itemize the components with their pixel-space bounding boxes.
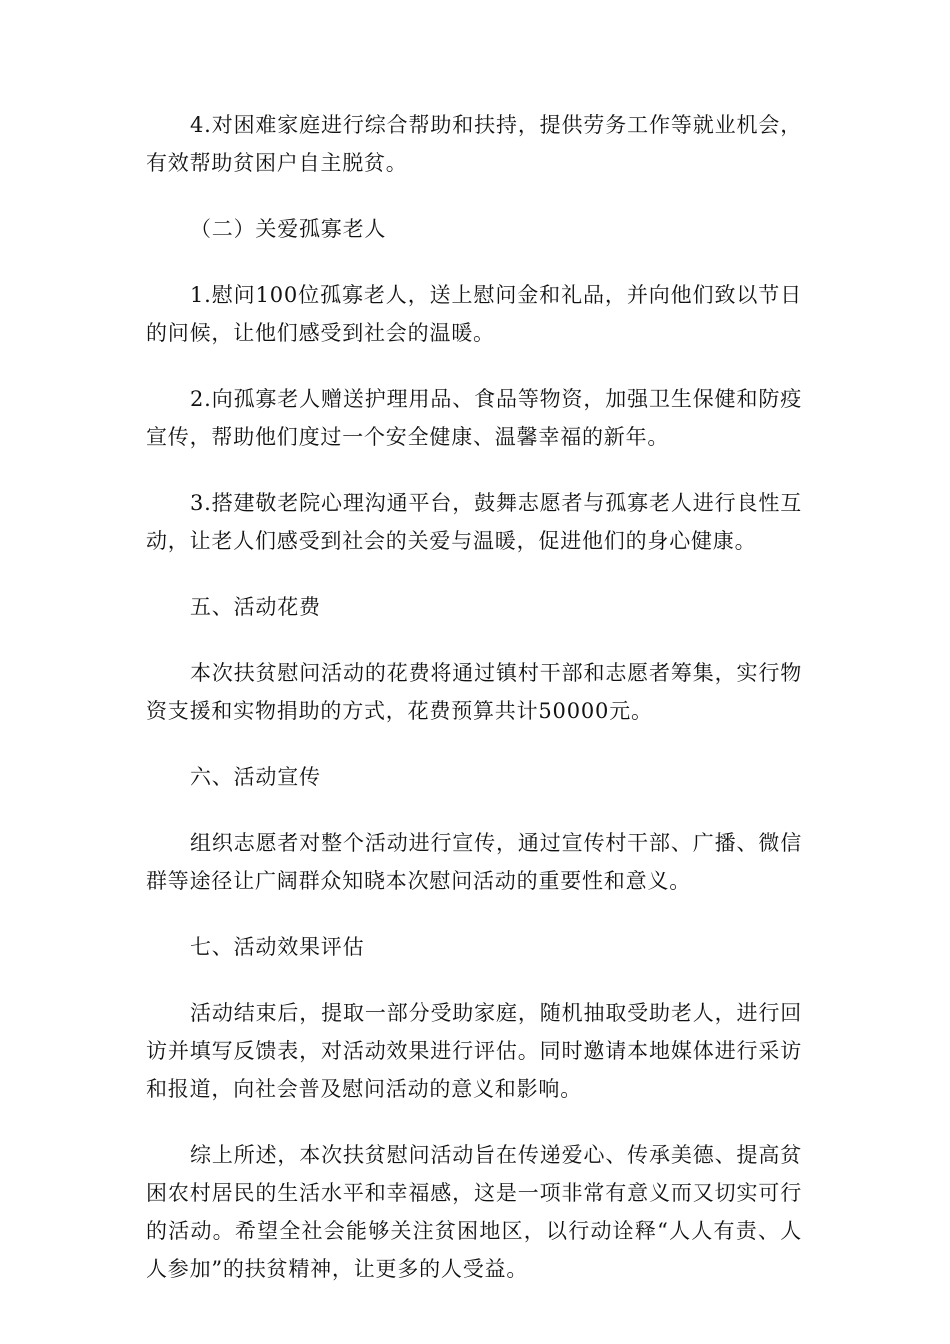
section-heading-publicity: 六、活动宣传: [190, 765, 321, 789]
document-body: [146, 106, 802, 1316]
section-heading-care-elderly: （二）关爱孤寡老人: [190, 217, 387, 241]
paragraph-conclusion: 综上所述，本次扶贫慰问活动旨在传递爱心、传承美德、提高贫困农村居民的生活水平和幸福感，这是一项非常有意义而又切实可行的活动。希望全社会能够关注贫困地区，以行动诠释“人人有责、人人参加”的扶贫精神，让更多的人受益。: [146, 1143, 802, 1281]
section-heading-evaluation: 七、活动效果评估: [190, 935, 365, 959]
paragraph-cost: 本次扶贫慰问活动的花费将通过镇村干部和志愿者筹集，实行物资支援和实物捐助的方式，花费预算共计50000元。: [146, 661, 802, 723]
paragraph-item-1-visit-elderly: 1.慰问100位孤寡老人，送上慰问金和礼品，并向他们致以节日的问候，让他们感受到社会的温暖。: [146, 283, 802, 345]
paragraph-publicity: 组织志愿者对整个活动进行宣传，通过宣传村干部、广播、微信群等途径让广阔群众知晓本次慰问活动的重要性和意义。: [146, 831, 802, 893]
paragraph-item-2-supplies: 2.向孤寡老人赠送护理用品、食品等物资，加强卫生保健和防疫宣传，帮助他们度过一个安全健康、温馨幸福的新年。: [146, 387, 802, 449]
section-heading-cost: 五、活动花费: [190, 595, 321, 619]
paragraph-item-4-employment: 4.对困难家庭进行综合帮助和扶持，提供劳务工作等就业机会，有效帮助贫困户自主脱贫。: [146, 113, 802, 175]
paragraph-evaluation: 活动结束后，提取一部分受助家庭，随机抽取受助老人，进行回访并填写反馈表，对活动效果进行评估。同时邀请本地媒体进行采访和报道，向社会普及慰问活动的意义和影响。: [146, 1001, 802, 1101]
paragraph-item-3-platform: 3.搭建敬老院心理沟通平台，鼓舞志愿者与孤寡老人进行良性互动，让老人们感受到社会的关爱与温暖，促进他们的身心健康。: [146, 491, 802, 553]
